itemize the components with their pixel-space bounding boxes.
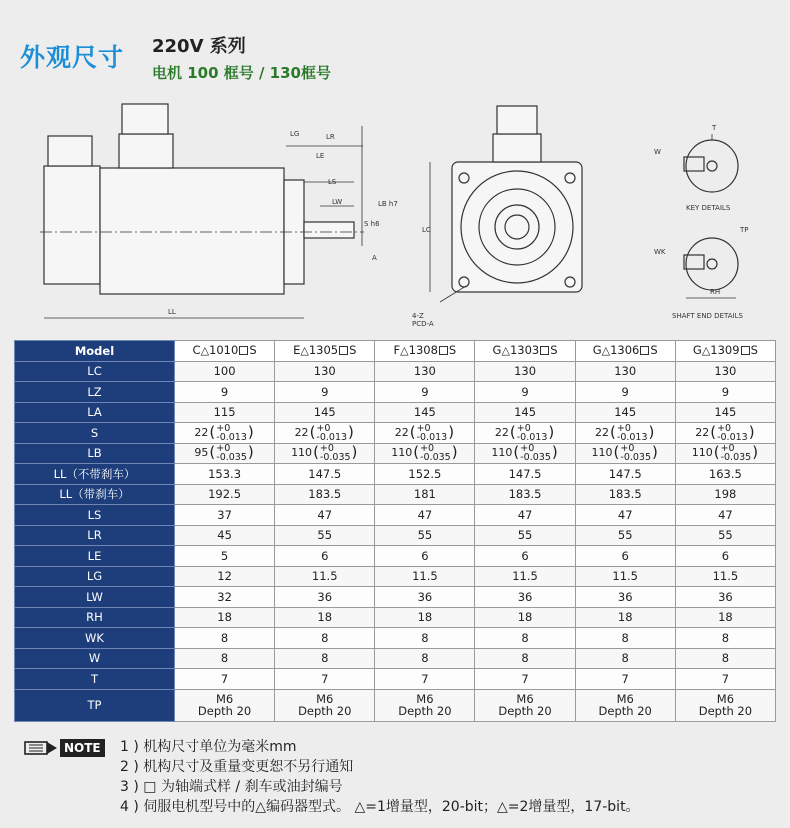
- shaft-option-box-icon: [540, 346, 549, 355]
- table-cell: 100: [175, 361, 275, 382]
- dim-wk-label: WK: [654, 248, 666, 256]
- table-cell: 183.5: [275, 484, 375, 505]
- model-col-3: [375, 341, 475, 362]
- note-item-4: 4 ) 伺服电机型号中的△编码器型式。 △=1增量型，20-bit；△=2增量型，17-bit。: [120, 799, 640, 815]
- encoder-triangle-icon: △: [300, 344, 309, 358]
- table-cell: 145: [575, 402, 675, 423]
- table-cell: 22 ( +0 -0.013 ): [275, 423, 375, 444]
- table-cell: 36: [675, 587, 775, 608]
- table-cell: M6 Depth 20: [475, 689, 575, 721]
- dim-lr-label: LR: [326, 133, 335, 141]
- table-cell: 55: [575, 525, 675, 546]
- table-cell: 110 ( +0 -0.035 ): [475, 443, 575, 464]
- table-cell: 36: [375, 587, 475, 608]
- table-cell: 47: [575, 505, 675, 526]
- model-prefix: G: [592, 343, 602, 358]
- table-cell: 11.5: [675, 566, 775, 587]
- table-cell: 110 ( +0 -0.035 ): [675, 443, 775, 464]
- model-suffix: S: [249, 343, 257, 358]
- table-cell: 9: [375, 382, 475, 403]
- frame-subtitle: 电机 100 框号 / 130框号: [152, 64, 331, 82]
- table-cell: M6 Depth 20: [175, 689, 275, 721]
- table-cell: 36: [575, 587, 675, 608]
- table-row: [15, 443, 776, 464]
- table-row: [15, 525, 776, 546]
- dim-lg-label: LG: [290, 130, 300, 138]
- table-cell: M6 Depth 20: [575, 689, 675, 721]
- table-cell: 183.5: [475, 484, 575, 505]
- row-label: S: [15, 423, 175, 444]
- table-cell: 110 ( +0 -0.035 ): [275, 443, 375, 464]
- table-cell: 8: [175, 628, 275, 649]
- table-cell: 36: [275, 587, 375, 608]
- pencil-icon: [24, 739, 58, 757]
- model-code: 1303: [509, 343, 540, 358]
- table-cell: 6: [475, 546, 575, 567]
- dim-ls-label: LS: [328, 178, 337, 186]
- table-cell: 7: [275, 669, 375, 690]
- table-cell: 95 ( +0 -0.035 ): [175, 443, 275, 464]
- table-cell: 8: [575, 648, 675, 669]
- table-cell: 130: [675, 361, 775, 382]
- table-cell: 6: [575, 546, 675, 567]
- table-cell: 11.5: [475, 566, 575, 587]
- row-label: LE: [15, 546, 175, 567]
- table-cell: 9: [675, 382, 775, 403]
- encoder-triangle-icon: △: [501, 344, 510, 358]
- table-cell: 163.5: [675, 464, 775, 485]
- dim-tp-label: TP: [740, 226, 749, 234]
- row-label: LZ: [15, 382, 175, 403]
- table-cell: 9: [575, 382, 675, 403]
- table-row: [15, 361, 776, 382]
- table-cell: 18: [475, 607, 575, 628]
- dim-t-label: T: [712, 124, 717, 132]
- table-cell: 8: [475, 628, 575, 649]
- table-cell: 115: [175, 402, 275, 423]
- table-cell: 22 ( +0 -0.013 ): [475, 423, 575, 444]
- note-badge: [24, 739, 105, 757]
- table-cell: 6: [375, 546, 475, 567]
- row-label: LR: [15, 525, 175, 546]
- table-cell: 18: [175, 607, 275, 628]
- table-cell: 130: [275, 361, 375, 382]
- table-row: [15, 587, 776, 608]
- encoder-triangle-icon: △: [200, 344, 210, 358]
- table-cell: 55: [375, 525, 475, 546]
- table-row: [15, 689, 776, 721]
- model-suffix: S: [349, 343, 357, 358]
- table-cell: 8: [675, 628, 775, 649]
- model-col-2: [275, 341, 375, 362]
- table-cell: 145: [375, 402, 475, 423]
- table-cell: 22 ( +0 -0.013 ): [675, 423, 775, 444]
- table-cell: 47: [475, 505, 575, 526]
- table-cell: 153.3: [175, 464, 275, 485]
- table-cell: 8: [475, 648, 575, 669]
- table-cell: 152.5: [375, 464, 475, 485]
- model-code: 1308: [408, 343, 438, 358]
- table-cell: 12: [175, 566, 275, 587]
- row-label: WK: [15, 628, 175, 649]
- encoder-triangle-icon: △: [601, 344, 611, 358]
- note-item-3: 3 ) □ 为轴端式样 / 刹车或油封编号: [120, 779, 343, 795]
- table-row: [15, 464, 776, 485]
- table-cell: 18: [275, 607, 375, 628]
- table-cell: 9: [275, 382, 375, 403]
- dim-rh-label: RH: [710, 288, 721, 296]
- model-suffix: S: [750, 343, 758, 358]
- table-cell: 147.5: [475, 464, 575, 485]
- table-cell: 7: [575, 669, 675, 690]
- table-cell: 8: [175, 648, 275, 669]
- row-label: RH: [15, 607, 175, 628]
- key-details-caption: KEY DETAILS: [686, 204, 731, 212]
- model-col-6: [675, 341, 775, 362]
- table-row: [15, 566, 776, 587]
- dim-le-label: LE: [316, 152, 325, 160]
- model-code: 1305: [308, 343, 339, 358]
- note-item-2: 2 ) 机构尺寸及重量变更恕不另行通知: [120, 759, 354, 775]
- table-cell: 18: [575, 607, 675, 628]
- shaft-option-box-icon: [741, 346, 750, 355]
- model-col-1: [175, 341, 275, 362]
- model-suffix: S: [550, 343, 558, 358]
- row-label: LB: [15, 443, 175, 464]
- table-row: [15, 423, 776, 444]
- model-prefix: G: [492, 343, 502, 358]
- row-label: T: [15, 669, 175, 690]
- table-cell: 11.5: [275, 566, 375, 587]
- row-label: TP: [15, 689, 175, 721]
- table-row: [15, 402, 776, 423]
- table-cell: 145: [275, 402, 375, 423]
- table-cell: 8: [275, 628, 375, 649]
- table-cell: 8: [375, 648, 475, 669]
- note-label: NOTE: [60, 739, 105, 757]
- table-cell: 8: [275, 648, 375, 669]
- table-cell: 22 ( +0 -0.013 ): [375, 423, 475, 444]
- table-cell: M6 Depth 20: [275, 689, 375, 721]
- model-col-5: [575, 341, 675, 362]
- table-cell: 6: [675, 546, 775, 567]
- encoder-triangle-icon: △: [400, 344, 409, 358]
- table-cell: 8: [575, 628, 675, 649]
- table-cell: 18: [675, 607, 775, 628]
- table-cell: 55: [675, 525, 775, 546]
- dim-w-label: W: [654, 148, 661, 156]
- table-cell: 45: [175, 525, 275, 546]
- table-cell: 110 ( +0 -0.035 ): [375, 443, 475, 464]
- row-label: LL（带刹车）: [15, 484, 175, 505]
- table-cell: 8: [675, 648, 775, 669]
- table-cell: M6 Depth 20: [675, 689, 775, 721]
- table-cell: 9: [175, 382, 275, 403]
- note-item-1: 1 ) 机构尺寸单位为毫米mm: [120, 739, 297, 755]
- page-header: [0, 0, 790, 100]
- table-cell: 5: [175, 546, 275, 567]
- model-prefix: E: [293, 343, 301, 358]
- shaft-option-box-icon: [439, 346, 448, 355]
- model-col-4: [475, 341, 575, 362]
- table-cell: 147.5: [275, 464, 375, 485]
- model-code: 1306: [610, 343, 640, 358]
- table-cell: 47: [275, 505, 375, 526]
- table-cell: 22 ( +0 -0.013 ): [575, 423, 675, 444]
- table-cell: 11.5: [375, 566, 475, 587]
- model-code: 1010: [209, 343, 239, 358]
- table-row: [15, 607, 776, 628]
- table-cell: 110 ( +0 -0.035 ): [575, 443, 675, 464]
- series-title: 220V 系列: [152, 36, 246, 57]
- table-row: [15, 546, 776, 567]
- table-cell: 6: [275, 546, 375, 567]
- row-label: LL（不带刹车）: [15, 464, 175, 485]
- table-cell: 130: [375, 361, 475, 382]
- table-cell: 192.5: [175, 484, 275, 505]
- page-title: 外观尺寸: [20, 43, 125, 72]
- table-cell: 7: [175, 669, 275, 690]
- notes-section: [14, 736, 784, 826]
- table-row: [15, 669, 776, 690]
- table-row: [15, 628, 776, 649]
- table-cell: 11.5: [575, 566, 675, 587]
- shaft-option-box-icon: [239, 346, 248, 355]
- row-label: W: [15, 648, 175, 669]
- table-cell: 7: [475, 669, 575, 690]
- table-cell: 7: [375, 669, 475, 690]
- table-cell: 36: [475, 587, 575, 608]
- table-cell: 181: [375, 484, 475, 505]
- shaft-option-box-icon: [339, 346, 348, 355]
- table-cell: 55: [275, 525, 375, 546]
- table-cell: 130: [475, 361, 575, 382]
- encoder-triangle-icon: △: [701, 344, 711, 358]
- model-suffix: S: [650, 343, 658, 358]
- shaft-end-details-caption: SHAFT END DETAILS: [672, 312, 743, 320]
- table-cell: 37: [175, 505, 275, 526]
- spec-table-body: [15, 361, 776, 721]
- dimension-drawing: [0, 96, 790, 336]
- table-cell: 183.5: [575, 484, 675, 505]
- table-cell: 198: [675, 484, 775, 505]
- table-cell: M6 Depth 20: [375, 689, 475, 721]
- dim-lc-label: LC: [422, 226, 431, 234]
- table-row: [15, 648, 776, 669]
- spec-table: [14, 340, 776, 722]
- table-row: [15, 382, 776, 403]
- model-column-header: Model: [15, 341, 175, 362]
- shaft-option-box-icon: [640, 346, 649, 355]
- spec-table-header-row: [15, 341, 776, 362]
- table-cell: 9: [475, 382, 575, 403]
- model-suffix: S: [448, 343, 457, 358]
- dim-s-label: S h6: [364, 220, 380, 228]
- table-cell: 32: [175, 587, 275, 608]
- dim-ll-label: LL: [168, 308, 176, 316]
- dim-pcd-label: 4-Z PCD-A: [412, 312, 434, 328]
- row-label: LA: [15, 402, 175, 423]
- table-cell: 47: [675, 505, 775, 526]
- table-row: [15, 484, 776, 505]
- table-cell: 55: [475, 525, 575, 546]
- model-code: 1309: [710, 343, 740, 358]
- row-label: LC: [15, 361, 175, 382]
- table-cell: 130: [575, 361, 675, 382]
- table-cell: 47: [375, 505, 475, 526]
- table-cell: 7: [675, 669, 775, 690]
- table-row: [15, 505, 776, 526]
- table-cell: 145: [675, 402, 775, 423]
- table-cell: 8: [375, 628, 475, 649]
- model-prefix: C: [192, 343, 201, 358]
- table-cell: 147.5: [575, 464, 675, 485]
- model-prefix: G: [692, 343, 702, 358]
- dim-lb-label: LB h7: [378, 200, 398, 208]
- model-prefix: F: [393, 343, 401, 358]
- row-label: LG: [15, 566, 175, 587]
- dim-lw-label: LW: [332, 198, 343, 206]
- motor-outline-drawing: [0, 96, 790, 336]
- table-cell: 22 ( +0 -0.013 ): [175, 423, 275, 444]
- dim-a-label: A: [372, 254, 377, 262]
- row-label: LW: [15, 587, 175, 608]
- row-label: LS: [15, 505, 175, 526]
- table-cell: 145: [475, 402, 575, 423]
- table-cell: 18: [375, 607, 475, 628]
